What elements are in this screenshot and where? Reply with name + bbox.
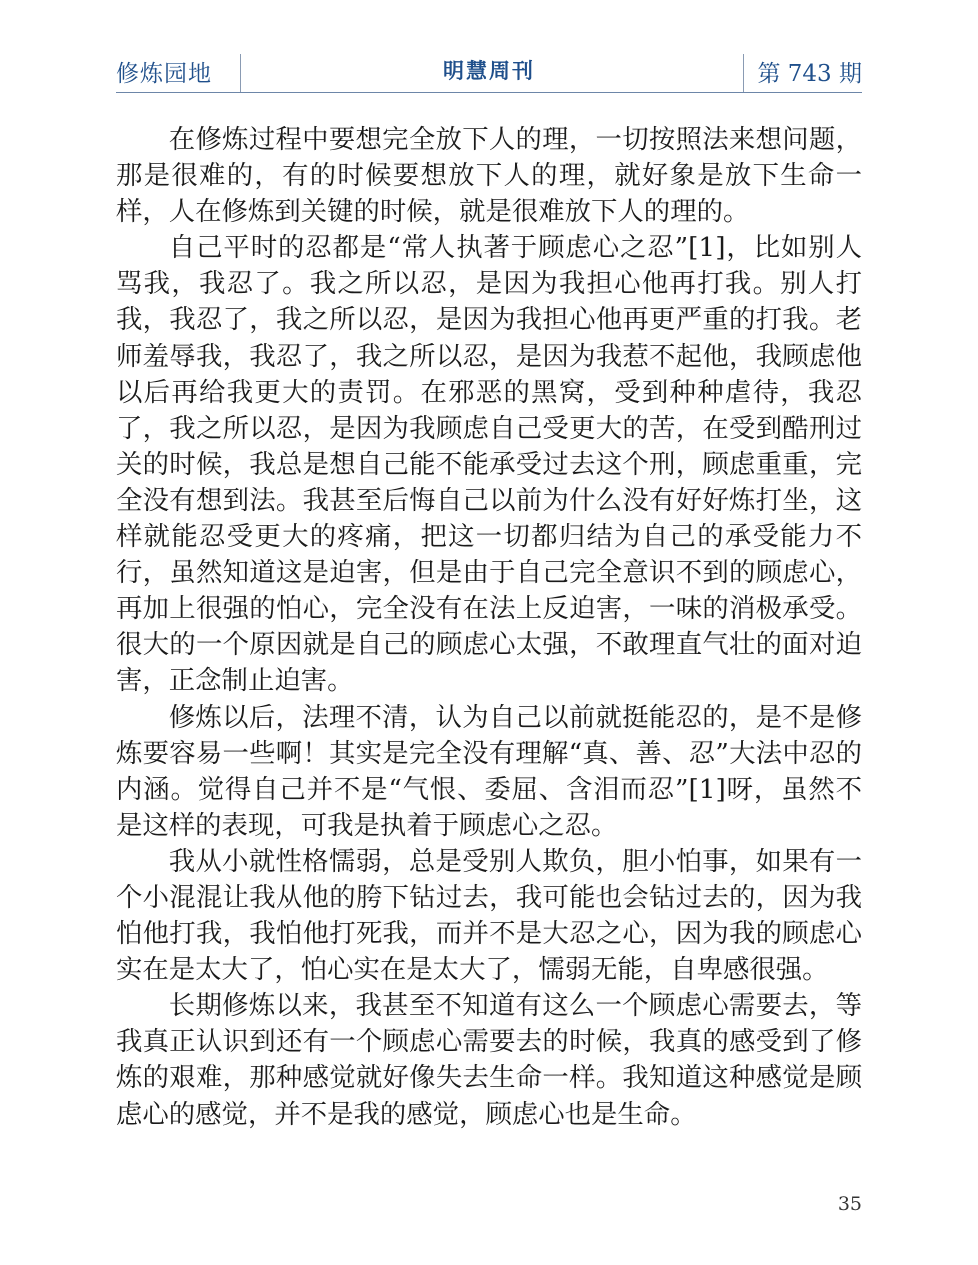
publication-title: 明慧周刊 — [443, 59, 535, 83]
paragraph-5: 长期修炼以来，我甚至不知道有这么一个顾虑心需要去，等我真正认识到还有一个顾虑心需要去的时候，我真的感受到了修炼的艰难，那种感觉就好像失去生命一样。我知道这种感觉是顾虑心的感觉，并不是我的感觉，顾虑心也是生命。 — [116, 990, 862, 1130]
paragraph-1: 在修炼过程中要想完全放下人的理，一切按照法来想问题，那是很难的，有的时候要想放下人的理，就好象是放下生命一样，人在修炼到关键的时候，就是很难放下人的理的。 — [116, 124, 862, 228]
article-body — [116, 122, 862, 1133]
paragraph-4: 我从小就性格懦弱，总是受别人欺负，胆小怕事，如果有一个小混混让我从他的胯下钻过去，我可能也会钻过去的，因为我怕他打我，我怕他打死我，而并不是大忍之心，因为我的顾虑心实在是太大了，怕心实在是太大了，懦弱无能，自卑感很强。 — [116, 845, 862, 986]
paragraph-3: 修炼以后，法理不清，认为自己以前就挺能忍的，是不是修炼要容易一些啊！其实是完全没有理解“真、善、忍”大法中忍的内涵。觉得自己并不是“气恨、委屈、含泪而忍”[1]呀，虽然不是这样的表现，可我是执着于顾虑心之忍。 — [116, 701, 862, 841]
issue-number: 第 743 期 — [757, 61, 862, 87]
page-header — [116, 50, 862, 93]
paragraph-2: 自己平时的忍都是“常人执著于顾虑心之忍”[1]，比如别人骂我，我忍了。我之所以忍，是因为我担心他再打我。别人打我，我忍了，我之所以忍，是因为我担心他再更严重的打我。老师羞辱我，我忍了，我之所以忍，是因为我惹不起他，我顾虑他以后再给我更大的责罚。在邪恶的黑窝，受到种种虐待，我忍了，我之所以忍，是因为我顾虑自己受更大的苦，在受到酷刑过关的时候，我总是想自己能不能承受过去这个刑，顾虑重重，完全没有想到法。我甚至后悔自己以前为什么没有好好炼打坐，这样就能忍受更大的疼痛，把这一切都归结为自己的承受能力不行，虽然知道这是迫害，但是由于自己完全意识不到的顾虑心，再加上很强的怕心，完全没有在法上反迫害，一味的消极承受。很大的一个原因就是自己的顾虑心太强，不敢理直气壮的面对迫害，正念制止迫害。 — [116, 232, 862, 697]
section-title: 修炼园地 — [116, 61, 212, 87]
page-number: 35 — [837, 1193, 862, 1215]
header-divider-right — [743, 54, 744, 92]
